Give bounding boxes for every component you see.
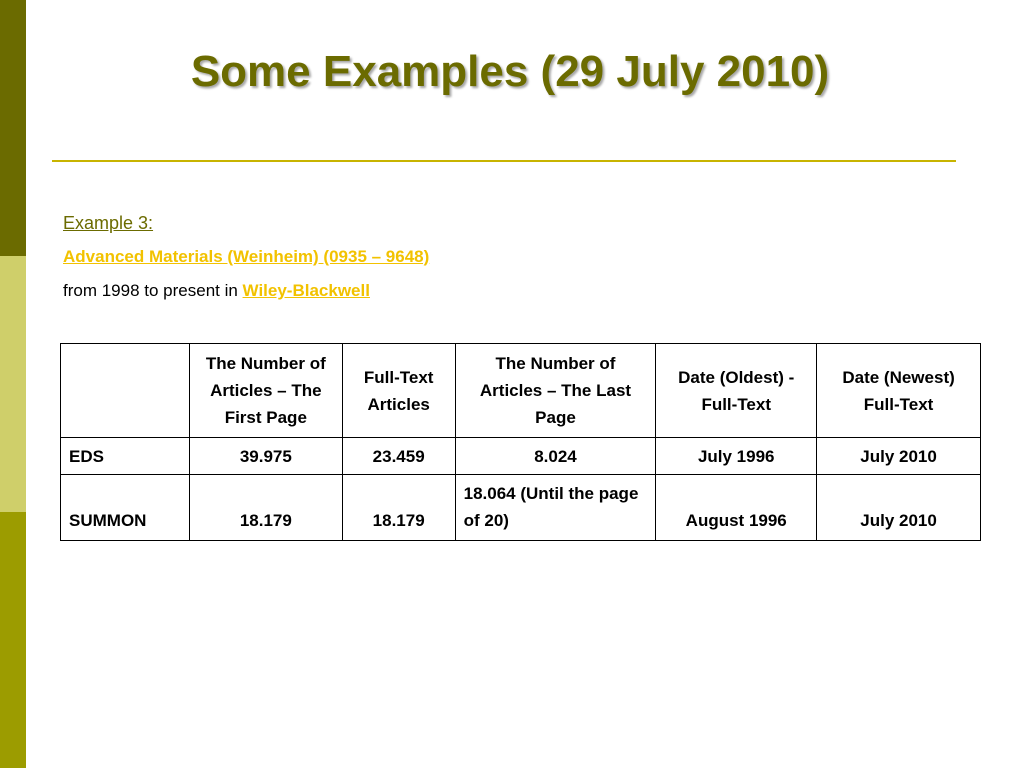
sidebar-stripe-middle (0, 256, 26, 512)
sidebar-stripe-bottom (0, 512, 26, 768)
comparison-table (60, 343, 981, 541)
table-cell: 39.975 (189, 438, 342, 475)
header-last-page: The Number of Articles – The Last Page (455, 344, 656, 438)
journal-link[interactable]: Advanced Materials (Weinheim) (0935 – 9648) (63, 247, 430, 266)
provider-link[interactable]: Wiley-Blackwell (242, 281, 370, 300)
table-cell: SUMMON (61, 475, 190, 541)
header-empty (61, 344, 190, 438)
table-cell: 18.179 (189, 475, 342, 541)
table-cell: EDS (61, 438, 190, 475)
table-cell: 8.024 (455, 438, 656, 475)
header-full-text: Full-Text Articles (342, 344, 455, 438)
example-heading: Example 3: (63, 213, 154, 233)
header-date-newest: Date (Newest) Full-Text (817, 344, 981, 438)
table-cell: July 2010 (817, 475, 981, 541)
slide-title: Some Examples (29 July 2010) (190, 47, 830, 96)
slide-content (63, 206, 429, 308)
coverage-line (63, 274, 429, 308)
table-header-row (61, 344, 981, 438)
table-cell: July 2010 (817, 438, 981, 475)
title-divider (52, 160, 956, 162)
table-cell: 18.179 (342, 475, 455, 541)
table-cell: August 1996 (656, 475, 817, 541)
table-cell: 18.064 (Until the page of 20) (455, 475, 656, 541)
header-date-oldest: Date (Oldest) -Full-Text (656, 344, 817, 438)
coverage-text: from 1998 to present in (63, 281, 243, 300)
table-cell: July 1996 (656, 438, 817, 475)
table-cell: 23.459 (342, 438, 455, 475)
header-first-page: The Number of Articles – The First Page (189, 344, 342, 438)
table-row (61, 438, 981, 475)
sidebar-stripe-top (0, 0, 26, 256)
table-row (61, 475, 981, 541)
